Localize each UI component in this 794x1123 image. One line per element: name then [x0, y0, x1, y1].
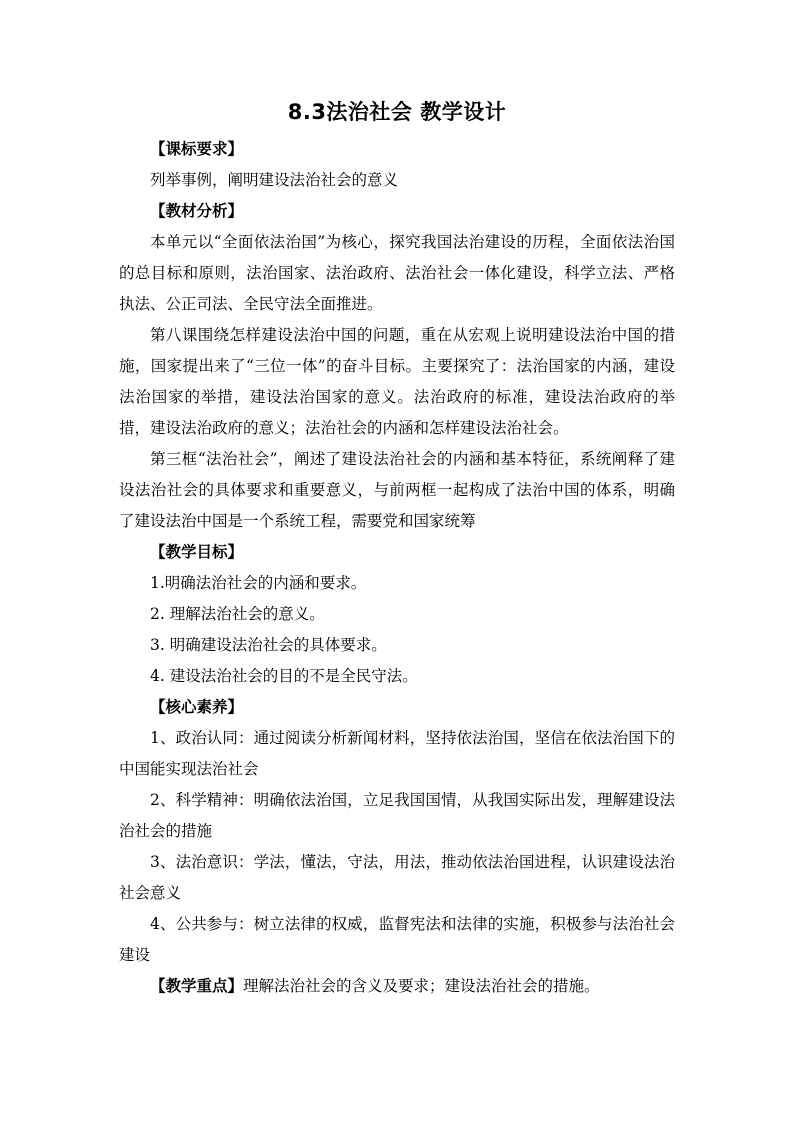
document-title: 8.3法治社会 教学设计	[287, 100, 507, 124]
teaching-objective-item-3: 3. 明确建设法治社会的具体要求。	[150, 636, 387, 654]
teaching-focus-line	[119, 971, 675, 1002]
textbook-analysis-paragraph-1: 本单元以“全面依法治国”为核心，探究我国法治建设的历程，全面依法治国的总目标和原则，法治国家、法治政府、法治社会一体化建设，科学立法、严格执法、公正司法、全民守法全面推进。	[119, 233, 675, 313]
section-heading-textbook-analysis: 【教材分析】	[150, 202, 244, 220]
core-literacy-paragraph-2: 2、科学精神：明确依法治国，立足我国国情，从我国实际出发，理解建设法治社会的措施	[119, 791, 675, 840]
section-heading-teaching-focus: 【教学重点】	[150, 977, 244, 995]
teaching-objective-item-4: 4. 建设法治社会的目的不是全民守法。	[150, 667, 418, 685]
teaching-objective-item-1: 1.明确法治社会的内涵和要求。	[150, 574, 367, 592]
section-heading-core-literacy: 【核心素养】	[150, 698, 244, 716]
core-literacy-paragraph-4: 4、公共参与：树立法律的权威，监督宪法和法律的实施，积极参与法治社会建设	[119, 915, 675, 964]
core-literacy-paragraph-1: 1、政治认同：通过阅读分析新闻材料，坚持依法治国，坚信在依法治国下的中国能实现法治社会	[119, 729, 675, 778]
document-body	[119, 134, 675, 1002]
section-heading-teaching-objectives: 【教学目标】	[150, 543, 244, 561]
teaching-objective-item-2: 2. 理解法治社会的意义。	[150, 605, 325, 623]
textbook-analysis-paragraph-2: 第八课围绕怎样建设法治中国的问题，重在从宏观上说明建设法治中国的措施，国家提出来了“三位一体”的奋斗目标。主要探究了：法治国家的内涵，建设法治国家的举措，建设法治国家的意义。法治政府的标准，建设法治政府的举措，建设法治政府的意义；法治社会的内涵和怎样建设法治社会。	[119, 326, 675, 437]
section-heading-curriculum-requirements: 【课标要求】	[150, 140, 244, 158]
curriculum-requirements-text: 列举事例，阐明建设法治社会的意义	[150, 171, 399, 189]
textbook-analysis-paragraph-3: 第三框“法治社会”，阐述了建设法治社会的内涵和基本特征，系统阐释了建设法治社会的具体要求和重要意义，与前两框一起构成了法治中国的体系，明确了建设法治中国是一个系统工程，需要党和国家统筹	[119, 450, 675, 530]
teaching-focus-text: 理解法治社会的含义及要求；建设法治社会的措施。	[243, 977, 600, 995]
core-literacy-paragraph-3: 3、法治意识：学法，懂法，守法，用法，推动依法治国进程，认识建设法治社会意义	[119, 853, 675, 902]
